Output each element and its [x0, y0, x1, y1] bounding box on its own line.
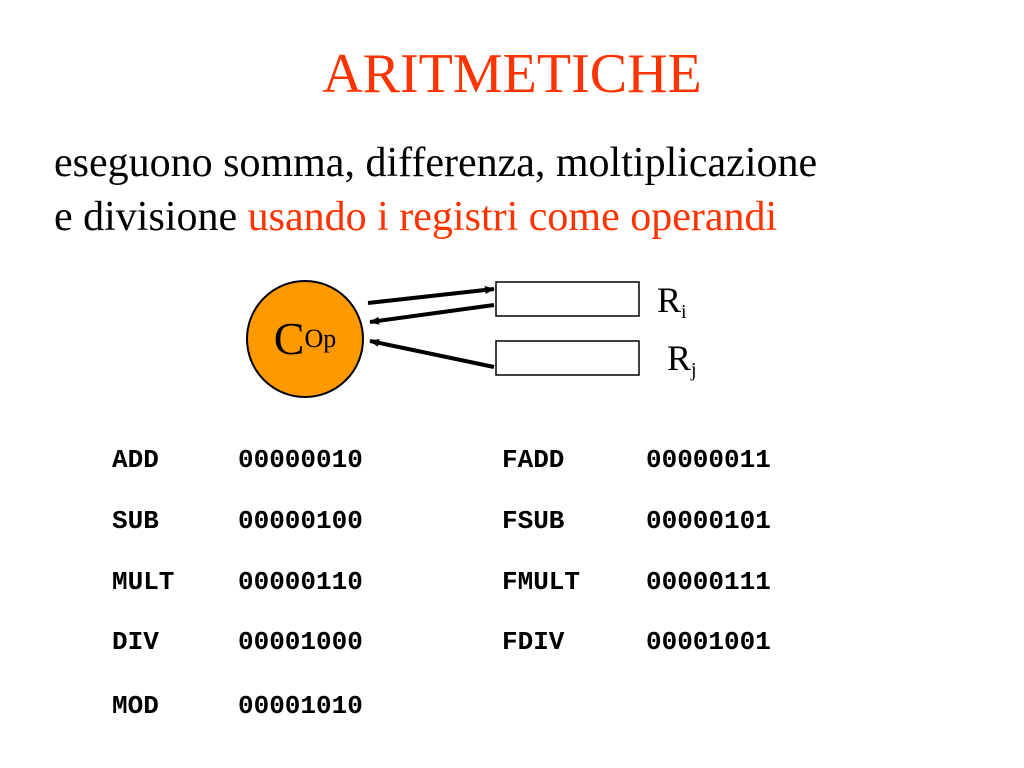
op-code: 00000010: [238, 445, 363, 475]
slide-title: ARITMETICHE: [322, 43, 702, 105]
op-name: MOD: [112, 691, 159, 721]
register-j-label: [667, 338, 697, 381]
op-code: 00000100: [238, 506, 363, 536]
op-name: ADD: [112, 445, 159, 475]
opcode-label-main: C: [273, 313, 305, 364]
subtitle-line-2-highlight: usando i registri come operandi: [247, 194, 778, 240]
op-code: 00000101: [646, 506, 771, 536]
register-i-label: [657, 280, 687, 323]
op-code: 00001010: [238, 691, 363, 721]
register-j-main: R: [667, 338, 692, 378]
op-code: 00000011: [646, 445, 771, 475]
op-code: 00000111: [646, 567, 771, 597]
op-name: MULT: [112, 567, 175, 597]
register-i-sub: i: [681, 301, 687, 323]
register-i-box: [496, 282, 639, 316]
op-code: 00001000: [238, 627, 363, 657]
op-name: DIV: [112, 627, 159, 657]
opcode-label: C Op: [273, 313, 337, 364]
arrow-ri-to-opcode: [370, 305, 494, 322]
register-i-main: R: [657, 280, 682, 320]
register-j-sub: j: [691, 359, 697, 381]
op-name: FSUB: [502, 506, 565, 536]
op-name: FDIV: [502, 627, 565, 657]
op-code: 00001001: [646, 627, 771, 657]
op-code: 00000110: [238, 567, 363, 597]
arrow-opcode-to-ri: [368, 289, 494, 303]
op-name: FADD: [502, 445, 565, 475]
op-name: FMULT: [502, 567, 581, 597]
subtitle-line-2-plain: e divisione: [54, 194, 248, 240]
arrow-rj-to-opcode: [370, 341, 494, 367]
op-name: SUB: [112, 506, 159, 536]
subtitle-line-1: eseguono somma, differenza, moltiplicazione: [54, 140, 818, 186]
register-j-box: [496, 341, 639, 375]
